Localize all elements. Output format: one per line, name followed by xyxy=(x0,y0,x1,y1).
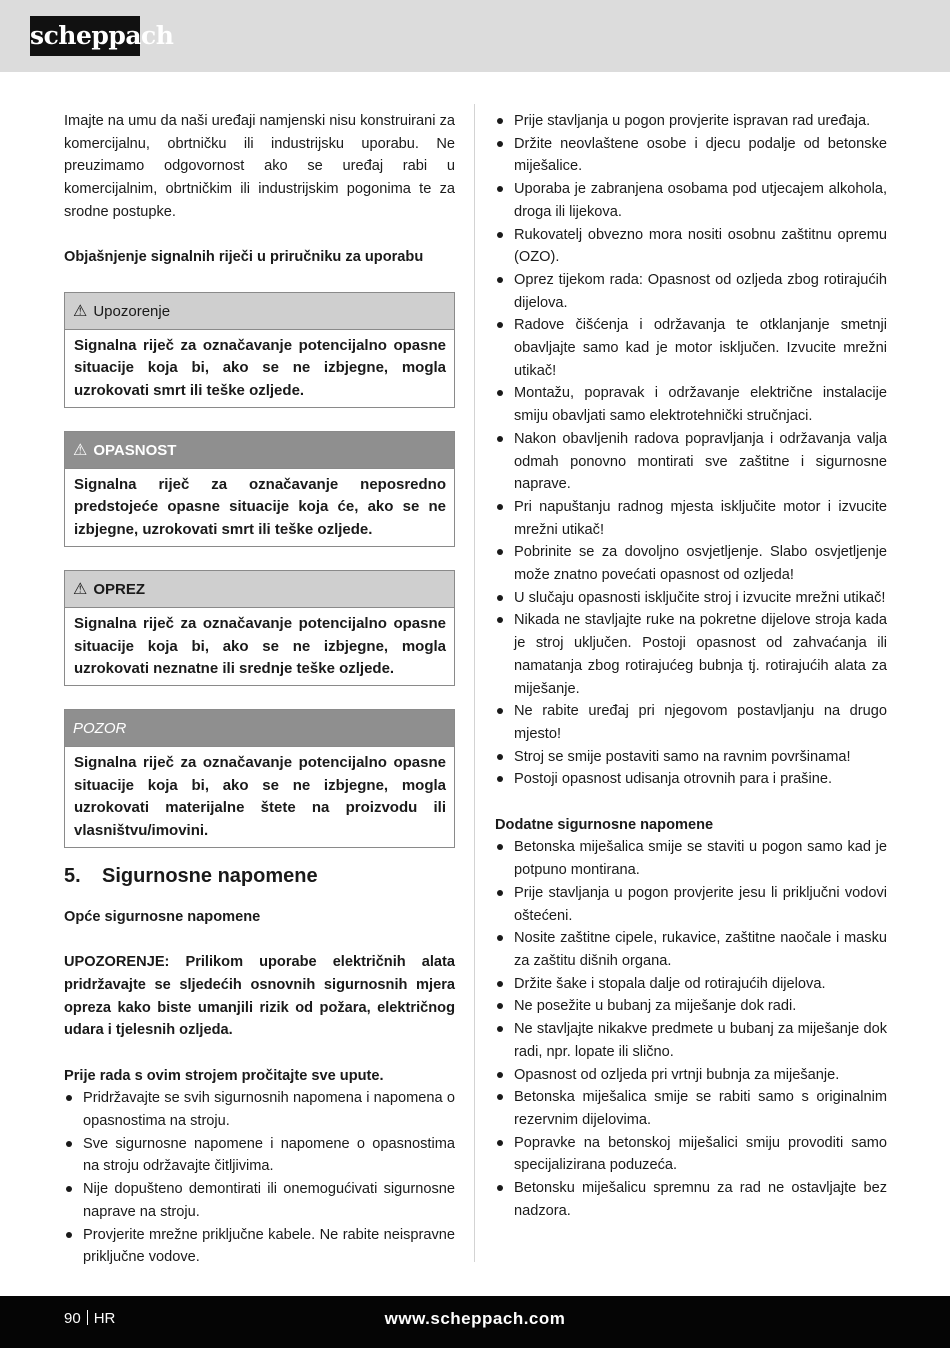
additional-safety-heading: Dodatne sigurnosne napomene xyxy=(495,816,714,833)
list-item: Sve sigurnosne napomene i napomene o opasnostima na stroju održavajte čitljivima. xyxy=(64,1133,455,1178)
list-item: Radove čišćenja i održavanja te otklanjanje smetnji obavljajte samo kad je motor isključen. Izvucite mrežni utikač! xyxy=(495,314,887,382)
safety-list xyxy=(495,110,887,791)
list-item: Ne rabite uređaj pri njegovom postavljanju na drugo mjesto! xyxy=(495,700,887,745)
list-item: Betonska miješalica smije se rabiti samo s originalnim rezervnim dijelovima. xyxy=(495,1086,887,1131)
notice-box-header xyxy=(65,710,454,747)
column-divider xyxy=(474,104,475,1262)
list-item: Prije stavljanja u pogon provjerite jesu li priključni vodovi oštećeni. xyxy=(495,882,887,927)
danger-box-header xyxy=(65,432,454,469)
warning-box xyxy=(64,292,455,408)
list-item: Nosite zaštitne cipele, rukavice, zaštitne naočale i masku za zaštitu dišnih organa. xyxy=(495,927,887,972)
notice-box-title: POZOR xyxy=(73,719,127,737)
warning-triangle-icon: ⚠ xyxy=(73,302,88,320)
intro-paragraph: Imajte na umu da naši uređaji namjenski nisu konstruirani za komercijalnu, obrtničku ili industrijsku uporabu. Ne preuzimamo odgovornost ako se uređaj rabi u komercijalnim, obrtničkim ili industrijskim pogonima te za srodne postupke. xyxy=(64,113,455,220)
list-item: Uporaba je zabranjena osobama pod utjecajem alkohola, droga ili lijekova. xyxy=(495,178,887,223)
list-item: Rukovatelj obvezno mora nositi osobnu zaštitnu opremu (OZO). xyxy=(495,224,887,269)
list-item: Pridržavajte se svih sigurnosnih napomena i napomena o opasnostima na stroju. xyxy=(64,1087,455,1132)
list-item: Ne stavljajte nikakve predmete u bubanj za miješanje dok radi, npr. lopate ili slično. xyxy=(495,1018,887,1063)
scheppach-logo: scheppach xyxy=(30,16,140,56)
danger-box xyxy=(64,431,455,547)
caution-box xyxy=(64,570,455,686)
danger-box-title: OPASNOST xyxy=(93,441,177,459)
page-number-value: 90 xyxy=(64,1310,81,1327)
list-item: Pri napuštanju radnog mjesta isključite motor i izvucite mrežni utikač! xyxy=(495,496,887,541)
list-item: Držite neovlaštene osobe i djecu podalje od betonske miješalice. xyxy=(495,133,887,178)
warning-paragraph: UPOZORENJE: Prilikom uporabe električnih alata pridržavajte se sljedećih osnovnih sigurnosnih mjera opreza kako biste umanjili rizik od požara, električnog udara i tjelesnih ozljeda. xyxy=(64,954,455,1039)
list-item: Držite šake i stopala dalje od rotirajućih dijelova. xyxy=(495,973,887,996)
general-safety-list xyxy=(64,1087,455,1269)
list-item: Nije dopušteno demontirati ili onemogućivati sigurnosne naprave na stroju. xyxy=(64,1178,455,1223)
warning-box-title: Upozorenje xyxy=(93,302,171,320)
list-item: Opasnost od ozljeda pri vrtnji bubnja za miješanje. xyxy=(495,1064,887,1087)
list-item: Montažu, popravak i održavanje električne instalacije smiju obavljati samo elektrotehnički stručnjaci. xyxy=(495,382,887,427)
list-item: U slučaju opasnosti isključite stroj i izvucite mrežni utikač! xyxy=(495,587,887,610)
list-item: Prije stavljanja u pogon provjerite ispravan rad uređaja. xyxy=(495,110,887,133)
list-item: Betonsku miješalicu spremnu za rad ne ostavljajte bez nadzora. xyxy=(495,1177,887,1222)
warning-triangle-icon: ⚠ xyxy=(73,580,88,598)
left-column xyxy=(64,110,455,1269)
list-item: Ne posežite u bubanj za miješanje dok radi. xyxy=(495,995,887,1018)
website-link[interactable]: www.scheppach.com xyxy=(384,1309,566,1328)
section-heading xyxy=(64,860,455,892)
danger-box-text: Signalna riječ za označavanje neposredno predstojeće opasne situacije koja će, ako se ne izbjegne, uzrokovati smrt ili teške ozljede. xyxy=(74,475,446,539)
section-title: Sigurnosne napomene xyxy=(102,864,318,887)
list-item: Postoji opasnost udisanja otrovnih para i prašine. xyxy=(495,768,887,791)
warning-box-header xyxy=(65,293,454,330)
list-item: Nikada ne stavljajte ruke na pokretne dijelove stroja kada je stroj uključen. Postoji opasnost od zahvaćanja ili namatanja zbog rotirajućeg bubnja tj. rotirajućih alata za miješanje. xyxy=(495,609,887,700)
list-item: Nakon obavljenih radova popravljanja i održavanja valja odmah ponovno montirati sve zaštitne i sigurnosne naprave. xyxy=(495,428,887,496)
caution-box-title: OPREZ xyxy=(93,580,146,598)
list-item: Stroj se smije postaviti samo na ravnim površinama! xyxy=(495,746,887,769)
page-header xyxy=(0,0,950,72)
caution-box-text: Signalna riječ za označavanje potencijalno opasne situacije koja bi, ako se ne izbjegne, mogla uzrokovati neznatne ili srednje teške ozljede. xyxy=(74,614,446,678)
right-column xyxy=(495,110,887,1222)
notice-box xyxy=(64,709,455,848)
signal-words-heading: Objašnjenje signalnih riječi u priručniku za uporabu xyxy=(64,249,424,266)
read-instructions-heading: Prije rada s ovim strojem pročitajte sve upute. xyxy=(64,1067,384,1084)
notice-box-text: Signalna riječ za označavanje potencijalno opasne situacije koja bi, ako se ne izbjegne, mogla uzrokovati materijalne štete na proizvodu ili vlasništvu/imovini. xyxy=(74,753,446,840)
general-safety-heading: Opće sigurnosne napomene xyxy=(64,908,261,925)
list-item: Betonska miješalica smije se staviti u pogon samo kad je potpuno montirana. xyxy=(495,836,887,881)
warning-box-text: Signalna riječ za označavanje potencijalno opasne situacije koja bi, ako se ne izbjegne, mogla uzrokovati smrt ili teške ozljede. xyxy=(74,336,446,399)
list-item: Popravke na betonskoj miješalici smiju provoditi samo specijalizirana poduzeća. xyxy=(495,1132,887,1177)
additional-safety-list xyxy=(495,836,887,1222)
caution-box-header xyxy=(65,571,454,608)
list-item: Pobrinite se za dovoljno osvjetljenje. Slabo osvjetljenje može znatno povećati opasnost od ozljeda! xyxy=(495,541,887,586)
warning-triangle-icon: ⚠ xyxy=(73,441,88,459)
list-item: Provjerite mrežne priključne kabele. Ne rabite neispravne priključne vodove. xyxy=(64,1224,455,1269)
language-code: HR xyxy=(93,1310,116,1327)
page-footer xyxy=(0,1296,950,1348)
section-number: 5. xyxy=(64,864,81,887)
list-item: Oprez tijekom rada: Opasnost od ozljeda zbog rotirajućih dijelova. xyxy=(495,269,887,314)
